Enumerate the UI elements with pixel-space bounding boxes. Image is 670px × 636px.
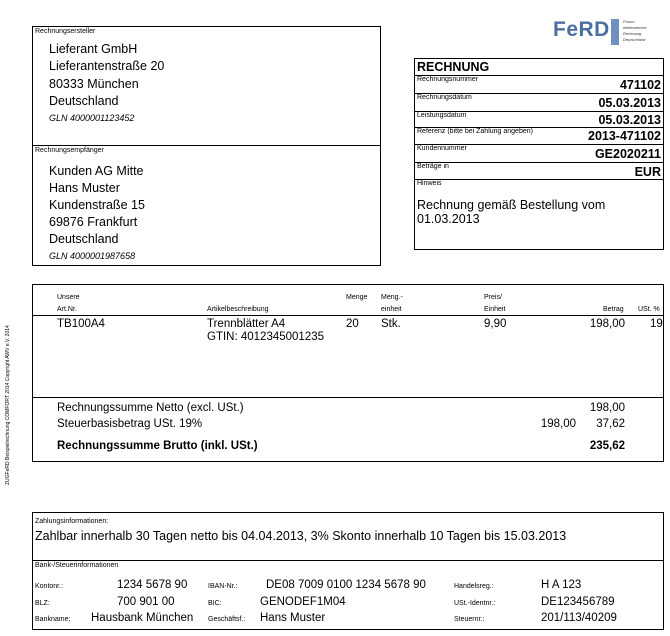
steuer-value: 37,62 [596, 418, 625, 430]
item-beschreibung: Trennblätter A4 [207, 318, 286, 330]
invoice-number-label: Rechnungsnummer [417, 76, 479, 83]
invoice-number-value: 471102 [619, 78, 661, 92]
buyer-street: Kundenstraße 15 [49, 198, 145, 212]
bank-label: Bank-/Steuerinformationen [35, 562, 119, 569]
header-einheit-2: einheit [381, 306, 402, 313]
blz-label: BLZ: [35, 600, 50, 607]
reference-label: Referenz (bitte bei Zahlung angeben) [417, 128, 533, 135]
header-menge: Menge [346, 294, 368, 301]
reference-value: 2013-471102 [588, 129, 661, 143]
bank-box [32, 560, 664, 630]
item-preis: 9,90 [484, 318, 507, 330]
gf-value: Hans Muster [260, 612, 326, 624]
steuernr-value: 201/113/40209 [541, 612, 617, 624]
bic-label: BIC: [208, 600, 222, 607]
payment-box [32, 512, 664, 561]
blz-value: 700 901 00 [117, 596, 175, 608]
bankname-value: Hausbank München [91, 612, 194, 624]
steuer-label: Steuerbasisbetrag USt. 19% [57, 418, 203, 430]
service-date-label: Leistungsdatum [417, 112, 467, 119]
kontonr-label: Kontonr.: [35, 583, 64, 590]
ferd-logo [550, 14, 662, 54]
buyer-country: Deutschland [49, 232, 119, 246]
invoice-date-value: 05.03.2013 [598, 96, 661, 110]
iban-value: DE08 7009 0100 1234 5678 90 [266, 579, 426, 591]
header-preis-1: Preis/ [484, 294, 502, 301]
header-ust: USt. % [638, 306, 660, 313]
header-betrag: Betrag [603, 306, 624, 313]
payment-label: Zahlungsinformationen: [35, 518, 109, 525]
currency-label: Beträge in [417, 163, 449, 170]
note-label: Hinweis [417, 180, 442, 187]
item-betrag: 198,00 [589, 318, 625, 330]
netto-label: Rechnungssumme Netto (excl. USt.) [57, 402, 244, 414]
buyer-company: Kunden AG Mitte [49, 164, 144, 178]
seller-street: Lieferantenstraße 20 [49, 59, 165, 73]
steuer-basis: 198,00 [540, 418, 576, 430]
header-beschreibung: Artikelbeschreibung [207, 306, 269, 313]
item-ust: 19 [650, 318, 663, 330]
bankname-label: Bankname: [35, 616, 71, 623]
handelsreg-label: Handelsreg.: [454, 583, 494, 590]
invoice-title: RECHNUNG [417, 60, 490, 74]
item-menge: 20 [346, 318, 359, 330]
netto-value: 198,00 [589, 402, 625, 414]
buyer-city: 69876 Frankfurt [49, 215, 138, 229]
buyer-box [32, 145, 381, 266]
seller-name: Lieferant GmbH [49, 42, 138, 56]
payment-text: Zahlbar innerhalb 30 Tagen netto bis 04.04.2013, 3% Skonto innerhalb 10 Tagen bis 15.03.2013 [35, 529, 567, 543]
handelsreg-value: H A 123 [541, 579, 582, 591]
seller-gln: GLN 4000001123452 [49, 113, 135, 123]
invoice-date-label: Rechnungsdatum [417, 94, 472, 101]
item-einheit: Stk. [381, 318, 401, 330]
buyer-person: Hans Muster [49, 181, 120, 195]
steuernr-label: Steuernr.: [454, 616, 485, 623]
ustid-label: USt.-Identnr.: [454, 600, 496, 607]
customer-number-value: GE2020211 [594, 147, 661, 161]
gf-label: Geschäftsf.: [208, 616, 246, 623]
logo-text: FeRD [553, 18, 610, 41]
items-box [32, 284, 664, 462]
brutto-value: 235,62 [589, 440, 625, 452]
currency-value: EUR [634, 165, 661, 179]
bic-value: GENODEF1M04 [260, 596, 346, 608]
item-gtin: GTIN: 4012345001235 [207, 331, 325, 343]
customer-number-label: Kundennummer [417, 145, 467, 152]
buyer-section-label: Rechnungsempfänger [35, 147, 104, 154]
iban-label: IBAN-Nr.: [208, 583, 238, 590]
buyer-gln: GLN 4000001987658 [49, 251, 136, 261]
header-artnr: Art.Nr. [57, 306, 77, 313]
header-unsere: Unsere [57, 294, 80, 301]
logo-divider [611, 19, 619, 45]
ustid-value: DE123456789 [541, 596, 615, 608]
item-artnr: TB100A4 [57, 318, 105, 330]
seller-country: Deutschland [49, 94, 119, 108]
header-preis-2: Einheit [484, 306, 506, 313]
header-einheit-1: Meng.- [381, 294, 403, 301]
brutto-label: Rechnungssumme Brutto (inkl. USt.) [57, 440, 258, 452]
side-copyright-note: ZUGFeRD Beispielrechnung COMFORT 2014 Copyright AWV e.V. 2014 [5, 325, 11, 485]
kontonr-value: 1234 5678 90 [117, 579, 188, 591]
invoice-info-box [414, 58, 664, 250]
note-text: Rechnung gemäß Bestellung vom 01.03.2013 [417, 198, 606, 226]
seller-box [32, 26, 381, 146]
service-date-value: 05.03.2013 [598, 113, 661, 127]
logo-tagline: Forum elektronische Rechnung Deutschland [623, 19, 647, 42]
seller-section-label: Rechnungsersteller [35, 28, 96, 35]
seller-city: 80333 München [49, 77, 139, 91]
